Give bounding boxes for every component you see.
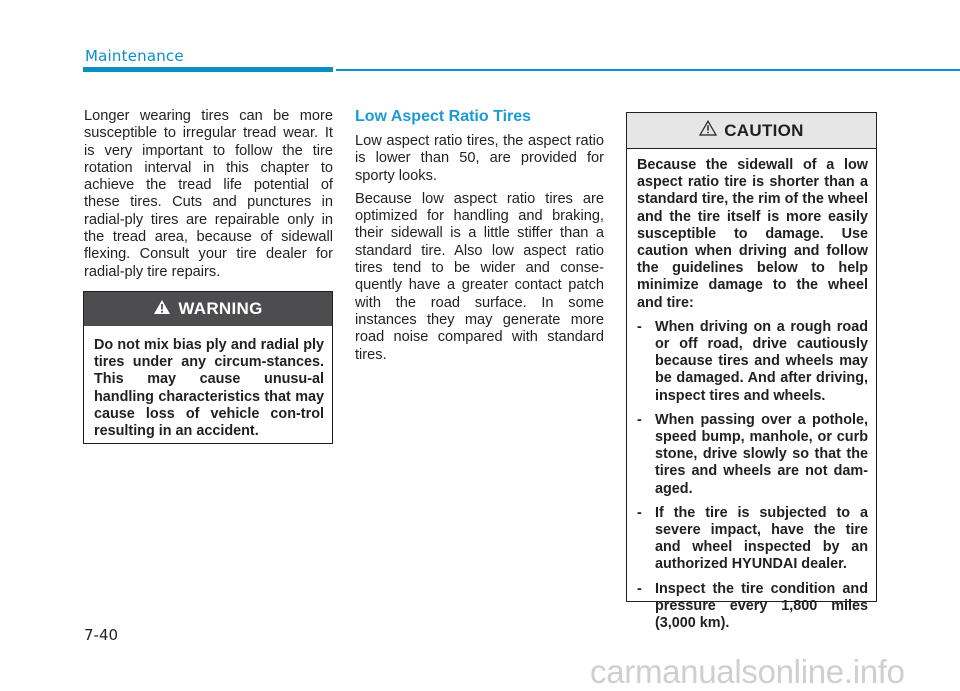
warning-triangle-icon xyxy=(153,299,171,320)
watermark: carmanualsonline.info xyxy=(590,653,905,690)
list-item xyxy=(637,505,868,574)
list-item-text: When driving on a rough road or off road, drive cautiously because tires and wheels may be damaged. And after driving, inspect tires and wheels. xyxy=(655,318,868,404)
list-item-text: If the tire is subjected to a severe impact, have the tire and wheel inspected by an authorized HYUNDAI dealer. xyxy=(655,504,868,573)
caution-list xyxy=(637,319,868,632)
warning-header xyxy=(84,292,332,326)
bullet-marker: - xyxy=(637,318,642,335)
bullet-marker: - xyxy=(637,411,642,428)
warning-text: Do not mix bias ply and radial ply tires under any circum-stances. This may cause unusu-al handling characteristics that may cause loss of vehicle con-trol resulting in an accident. xyxy=(94,337,324,440)
list-item xyxy=(637,412,868,498)
caution-header xyxy=(627,113,876,149)
caution-triangle-icon xyxy=(699,120,717,141)
section-title: Maintenance xyxy=(85,47,184,65)
column-left xyxy=(84,108,333,287)
caution-body xyxy=(627,149,876,632)
caution-box xyxy=(626,112,877,632)
column-middle xyxy=(355,108,604,370)
list-item xyxy=(637,581,868,633)
header-rule-thin xyxy=(336,69,960,71)
list-item xyxy=(637,319,868,405)
bullet-marker: - xyxy=(637,504,642,521)
header-rule-thick xyxy=(83,67,333,72)
caution-title: CAUTION xyxy=(724,120,804,140)
section-heading: Low Aspect Ratio Tires xyxy=(355,108,532,125)
bullet-marker: - xyxy=(637,580,642,597)
warning-title: WARNING xyxy=(178,299,263,318)
list-item-text: When passing over a pothole, speed bump, manhole, or curb stone, drive slowly so that the tires and wheels are not dam-aged. xyxy=(655,411,868,497)
page-number: 7-40 xyxy=(84,626,119,644)
warning-box xyxy=(83,291,333,444)
body-paragraph: Because low aspect ratio tires are optimized for handling and braking, their sidewall is a little stiffer than a standard tire. Also low aspect ratio tires tend to be wider and conse-quently have a greater contact patch with the road surface. In some instances they may generate more road noise compared with standard tires. xyxy=(355,190,604,363)
body-paragraph: Low aspect ratio tires, the aspect ratio is lower than 50, are provided for sporty looks. xyxy=(355,133,604,184)
body-paragraph: Longer wearing tires can be more susceptible to irregular tread wear. It is very important to follow the tire rotation interval in this chapter to achieve the tread life potential of these tires. Cuts and punctures in radial-ply tires are repairable only in the tread area, because of sidewall flexing. Consult your tire dealer for radial-ply tire repairs. xyxy=(84,108,333,280)
caution-intro: Because the sidewall of a low aspect ratio tire is shorter than a standard tire, the rim of the wheel and the tire itself is more easily susceptible to damage. Use caution when driving and follow the guidelines below to help minimize damage to the wheel and tire: xyxy=(637,157,868,311)
list-item-text: Inspect the tire condition and pressure every 1,800 miles (3,000 km). xyxy=(655,580,868,632)
